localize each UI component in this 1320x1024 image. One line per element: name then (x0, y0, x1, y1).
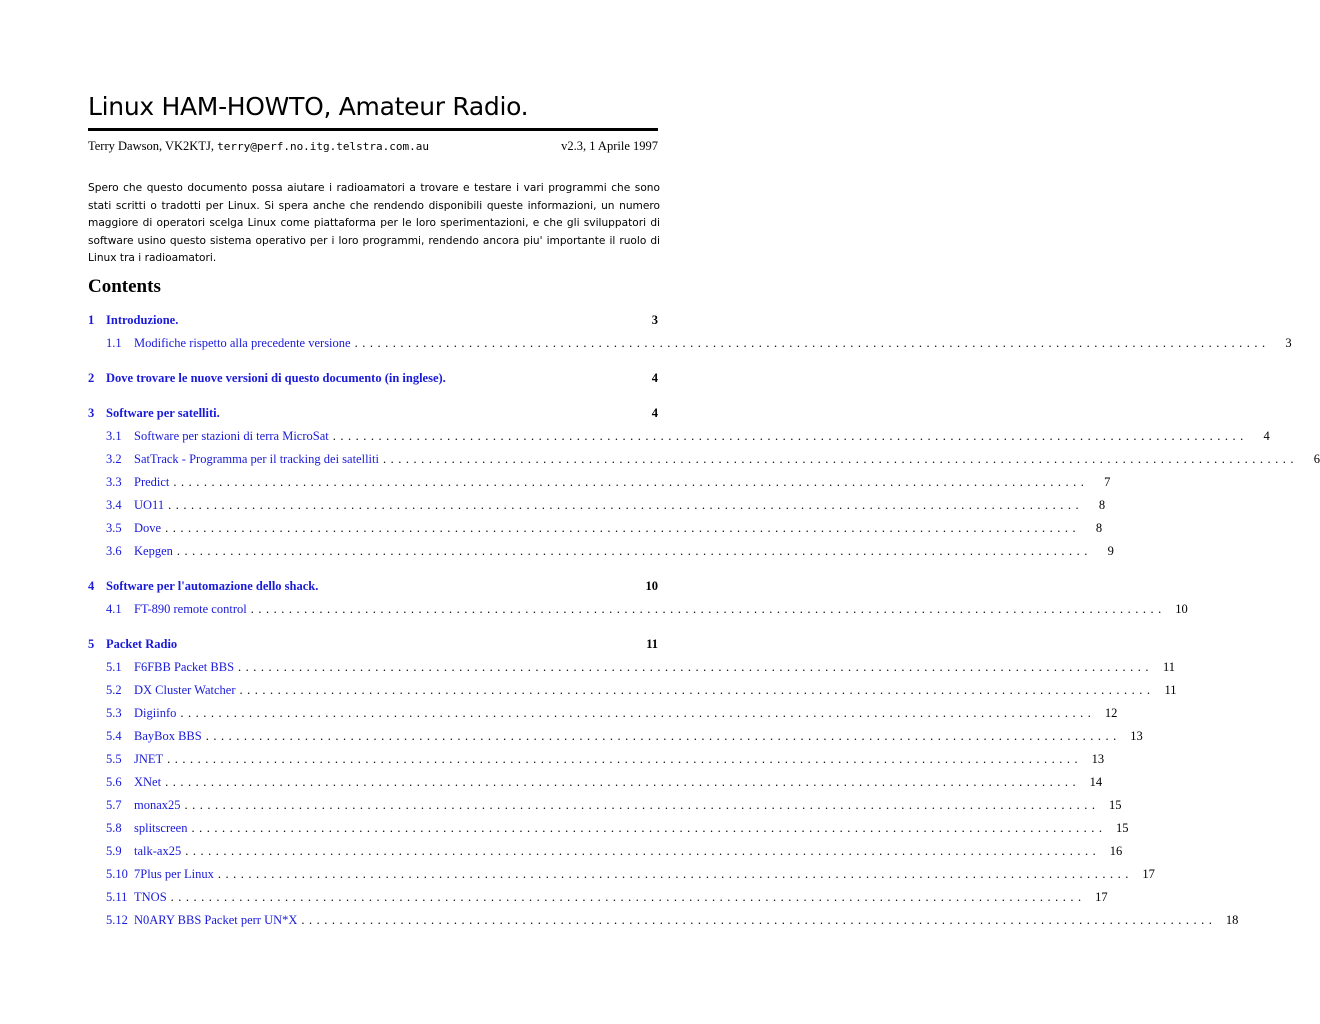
toc-subsection-entry[interactable] (88, 821, 1129, 839)
toc-entry-link[interactable]: Dove (134, 521, 162, 535)
toc-subsection-entry[interactable] (88, 336, 1292, 354)
toc-entry-link[interactable]: N0ARY BBS Packet perr UN*X (134, 913, 298, 927)
toc-subsection-entry[interactable] (88, 798, 1122, 816)
toc-page-number: 11 (646, 637, 658, 651)
toc-subsection-entry[interactable] (88, 475, 1111, 493)
toc-page-number: 17 (1142, 867, 1155, 881)
toc-entry-link[interactable]: TNOS (134, 890, 167, 904)
author-name: Terry Dawson, VK2KTJ, (88, 139, 214, 153)
toc-entry-number: 3.2 (106, 452, 122, 466)
toc-subsection-entry[interactable] (88, 913, 1239, 931)
toc-subsection-entry[interactable] (88, 521, 1103, 539)
toc-dot-leader: ........................................................................................................................ (180, 706, 1096, 720)
toc-entry-link[interactable]: UO11 (134, 498, 165, 512)
toc-entry-number: 2 (88, 371, 95, 385)
toc-entry-number: 5.6 (106, 775, 122, 789)
toc-entry-link[interactable]: Kepgen (134, 544, 173, 558)
toc-entry-number: 5.11 (106, 890, 128, 904)
toc-dot-leader: ........................................................................................................................ (168, 498, 1084, 512)
toc-dot-leader: ........................................................................................................................ (185, 844, 1101, 858)
toc-entry-link[interactable]: DX Cluster Watcher (134, 683, 236, 697)
toc-entry-number: 5.5 (106, 752, 122, 766)
toc-page-number: 3 (1285, 336, 1292, 350)
toc-subsection-entry[interactable] (88, 752, 1105, 770)
toc-entry-link[interactable]: BayBox BBS (134, 729, 202, 743)
toc-subsection-entry[interactable] (88, 683, 1177, 701)
toc-dot-leader: ........................................................................................................................ (301, 913, 1217, 927)
toc-dot-leader: ........................................................................................................................ (217, 867, 1133, 881)
toc-page-number: 14 (1089, 775, 1103, 789)
toc-section-entry[interactable] (88, 313, 658, 331)
toc-entry-link[interactable]: Digiinfo (134, 706, 177, 720)
author-line (88, 139, 658, 154)
toc-page-number: 7 (1104, 475, 1111, 489)
toc-subsection-entry[interactable] (88, 867, 1155, 885)
toc-entry-number: 5.4 (106, 729, 122, 743)
toc-entry-link[interactable]: Software per stazioni di terra MicroSat (134, 429, 329, 443)
toc-page-number: 16 (1109, 844, 1123, 858)
toc-page-number: 15 (1109, 798, 1122, 812)
toc-subsection-entry[interactable] (88, 544, 1114, 562)
toc-dot-leader: ........................................................................................................................ (205, 729, 1121, 743)
toc-entry-number: 5.1 (106, 660, 122, 674)
abstract: Spero che questo documento possa aiutare i radioamatori a trovare e testare i vari programmi che sono stati scritti o tradotti per Linux. Si spera anche che rendendo disponibili queste informazioni, un numero maggiore di operatori scelga Linux come piattaforma per le loro sperimentazioni, e che gli sviluppatori di software usino questo sistema operativo per i loro programmi, rendendo ancora piu' importante il ruolo di Linux tra i radioamatori. (88, 182, 660, 265)
toc-dot-leader: ........................................................................................................................ (165, 521, 1081, 535)
contents-heading: Contents (88, 276, 161, 297)
title-rule (88, 128, 658, 131)
toc-page-number: 8 (1098, 498, 1106, 512)
toc-entry-link[interactable]: Packet Radio (106, 637, 178, 651)
toc-entry-link[interactable]: JNET (134, 752, 164, 766)
toc-section-entry[interactable] (88, 406, 658, 424)
toc-entry-number: 5.9 (106, 844, 122, 858)
toc-entry-number: 5.7 (106, 798, 122, 812)
toc-entry-link[interactable]: XNet (134, 775, 162, 789)
toc-entry-number: 3 (88, 406, 95, 420)
toc-section-entry[interactable] (88, 371, 658, 389)
toc-page-number: 13 (1091, 752, 1105, 766)
toc-page-number: 4 (651, 406, 658, 420)
author-email: terry@perf.no.itg.telstra.com.au (217, 140, 430, 153)
toc-subsection-entry[interactable] (88, 498, 1106, 516)
toc-subsection-entry[interactable] (88, 890, 1108, 908)
toc-entry-link[interactable]: monax25 (134, 798, 181, 812)
document-title: Linux HAM-HOWTO, Amateur Radio. (88, 92, 529, 121)
toc-dot-leader: ........................................................................................................................ (191, 821, 1107, 835)
toc-entry-link[interactable]: Software per satelliti. (106, 406, 220, 420)
toc-subsection-entry[interactable] (88, 660, 1176, 678)
toc-dot-leader: ........................................................................................................................ (184, 798, 1100, 812)
toc-entry-number: 5.12 (106, 913, 128, 927)
toc-entry-link[interactable]: Introduzione. (106, 313, 179, 327)
toc-section-entry[interactable] (88, 579, 658, 597)
toc-entry-number: 5.8 (106, 821, 122, 835)
toc-page-number: 15 (1115, 821, 1129, 835)
toc-entry-link[interactable]: Predict (134, 475, 170, 489)
toc-page-number: 10 (645, 579, 658, 593)
toc-subsection-entry[interactable] (88, 729, 1143, 747)
author-block (88, 139, 429, 154)
toc-entry-number: 3.6 (106, 544, 122, 558)
toc-dot-leader: ........................................................................................................................ (173, 475, 1089, 489)
toc-page-number: 3 (651, 313, 658, 327)
toc-entry-number: 5 (88, 637, 95, 651)
toc-subsection-entry[interactable] (88, 706, 1118, 724)
toc-entry-link[interactable]: Modifiche rispetto alla precedente versione (134, 336, 351, 350)
toc-page-number: 11 (1164, 683, 1177, 697)
toc-entry-number: 4.1 (106, 602, 122, 616)
toc-entry-number: 4 (88, 579, 95, 593)
toc-dot-leader: ........................................................................................................................ (332, 429, 1248, 443)
toc-page-number: 8 (1095, 521, 1103, 535)
toc-dot-leader: ........................................................................................................................ (354, 336, 1270, 350)
toc-dot-leader: ........................................................................................................................ (238, 660, 1154, 674)
toc-entry-link[interactable]: splitscreen (134, 821, 188, 835)
toc-entry-number: 3.1 (106, 429, 122, 443)
toc-entry-number: 5.2 (106, 683, 122, 697)
toc-subsection-entry[interactable] (88, 452, 1320, 470)
toc-subsection-entry[interactable] (88, 602, 1188, 620)
toc-subsection-entry[interactable] (88, 775, 1103, 793)
toc-dot-leader: ........................................................................................................................ (250, 602, 1166, 616)
toc-dot-leader: ........................................................................................................................ (382, 452, 1298, 466)
toc-entry-link[interactable]: talk-ax25 (134, 844, 182, 858)
toc-entry-number: 5.10 (106, 867, 128, 881)
toc-entry-number: 3.3 (106, 475, 122, 489)
toc-page-number: 4 (651, 371, 658, 385)
toc-page-number: 4 (1263, 429, 1270, 443)
toc-page-number: 17 (1095, 890, 1108, 904)
toc-page-number: 11 (1162, 660, 1176, 674)
toc-page-number: 9 (1107, 544, 1114, 558)
toc-dot-leader: ........................................................................................................................ (167, 752, 1083, 766)
toc-dot-leader: ........................................................................................................................ (165, 775, 1081, 789)
toc-entry-link[interactable]: Dove trovare le nuove versioni di questo documento (in inglese). (106, 371, 446, 385)
toc-dot-leader: ........................................................................................................................ (170, 890, 1086, 904)
toc-entry-link[interactable]: F6FBB Packet BBS (134, 660, 235, 674)
toc-dot-leader: ........................................................................................................................ (239, 683, 1155, 697)
toc-page-number: 6 (1313, 452, 1320, 466)
toc-entry-link[interactable]: SatTrack - Programma per il tracking dei satelliti (134, 452, 379, 466)
toc-entry-link[interactable]: 7Plus per Linux (134, 867, 214, 881)
toc-subsection-entry[interactable] (88, 429, 1270, 447)
toc-page-number: 13 (1130, 729, 1143, 743)
toc-page-number: 12 (1104, 706, 1118, 720)
version-date: v2.3, 1 Aprile 1997 (561, 139, 658, 153)
toc-entry-link[interactable]: Software per l'automazione dello shack. (106, 579, 319, 593)
toc-subsection-entry[interactable] (88, 844, 1123, 862)
toc-entry-link[interactable]: FT-890 remote control (134, 602, 247, 616)
toc-page-number: 18 (1225, 913, 1239, 927)
toc-section-entry[interactable] (88, 637, 658, 655)
toc-entry-number: 3.4 (106, 498, 122, 512)
toc-entry-number: 3.5 (106, 521, 122, 535)
toc-entry-number: 1 (88, 313, 95, 327)
toc-entry-number: 5.3 (106, 706, 122, 720)
toc-page-number: 10 (1175, 602, 1188, 616)
toc-dot-leader: ........................................................................................................................ (176, 544, 1092, 558)
toc-entry-number: 1.1 (106, 336, 122, 350)
